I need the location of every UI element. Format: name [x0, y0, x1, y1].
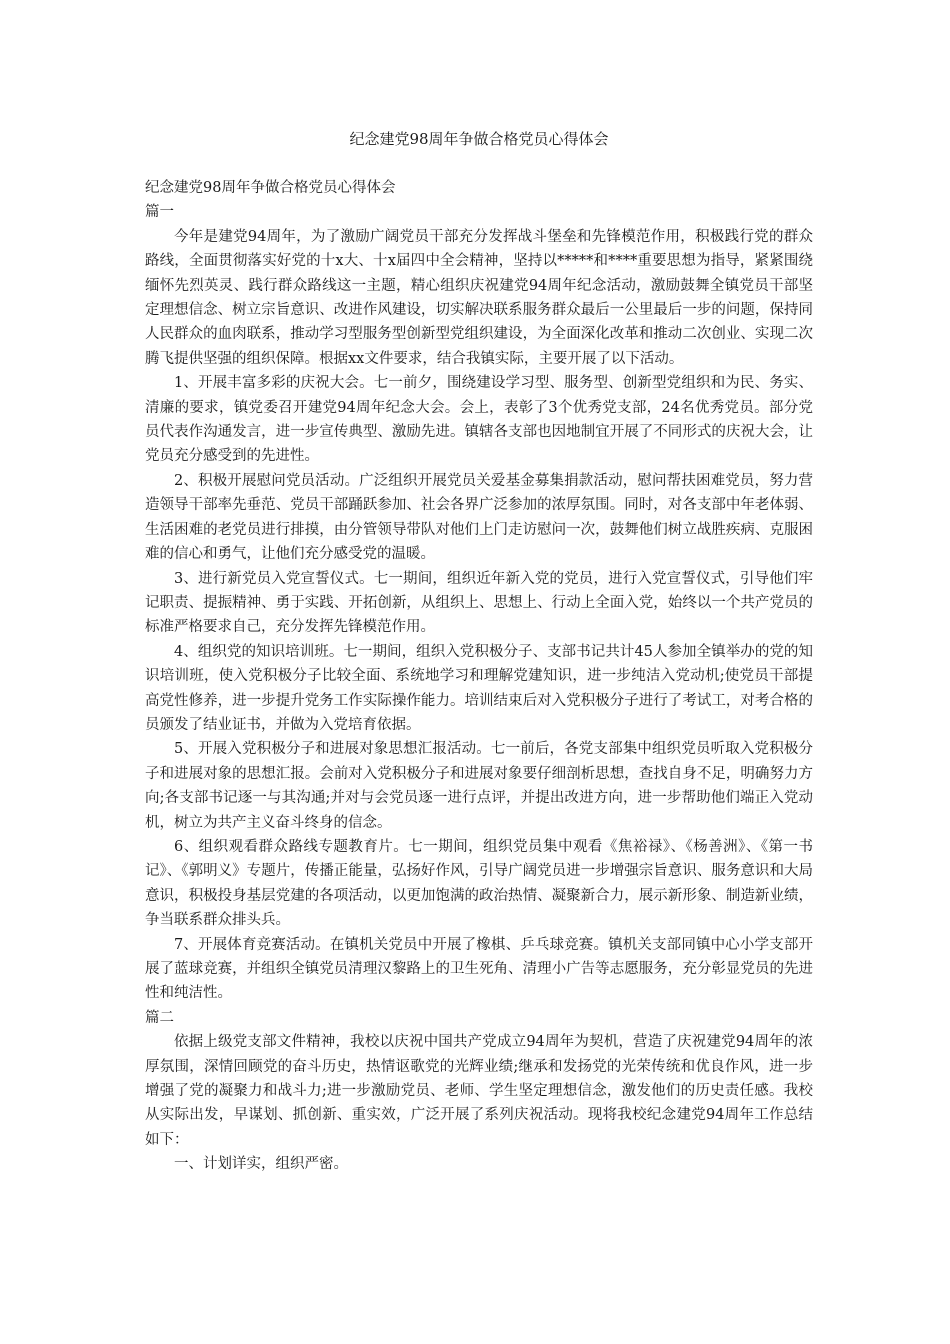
paragraph-intro: 今年是建党94周年，为了激励广阔党员干部充分发挥战斗堡垒和先锋模范作用，积极践行党的群众路线，全面贯彻落实好党的十x大、十x届四中全会精神，坚持以*****和****重要思想为指导，紧紧围绕缅怀先烈英灵、践行群众路线这一主题，精心组织庆祝建党94周年纪念活动，激励鼓舞全镇党员干部坚定理想信念、树立宗旨意识、改进作风建设，切实解决联系服务群众最后一公里最后一步的问题，保持同人民群众的血肉联系，推动学习型服务型创新型党组织建设，为全面深化改革和推动二次创业、实现二次腾飞提供坚强的组织保障。根据xx文件要求，结合我镇实际，主要开展了以下活动。 [145, 228, 813, 367]
paragraph-section2-intro: 依据上级党支部文件精神，我校以庆祝中国共产党成立94周年为契机，营造了庆祝建党94周年的浓厚氛围，深情回顾党的奋斗历史，热情讴歌党的光辉业绩;继承和发扬党的光荣传统和优良作风，进一步增强了党的凝聚力和战斗力;进一步激励党员、老师、学生坚定理想信念，激发他们的历史责任感。我校从实际出发，早谋划、抓创新、重实效，广泛开展了系列庆祝活动。现将我校纪念建党94周年工作总结如下： [145, 1034, 813, 1148]
paragraph-item-6: 6、组织观看群众路线专题教育片。七一期间，组织党员集中观看《焦裕禄》、《杨善洲》、《第一书记》、《郭明义》专题片，传播正能量，弘扬好作风，引导广阔党员进一步增强宗旨意识、服务意识和大局意识，积极投身基层党建的各项活动，以更加饱满的政治热情、凝聚新合力，展示新形象、制造新业绩，争当联系群众排头兵。 [145, 838, 813, 929]
paragraph-item-4: 4、组织党的知识培训班。七一期间，组织入党积极分子、支部书记共计45人参加全镇举办的党的知识培训班，使入党积极分子比较全面、系统地学习和理解党建知识，进一步纯洁入党动机;使党员干部提高党性修养，进一步提升党务工作实际操作能力。培训结束后对入党积极分子进行了考试工，对考合格的员颁发了结业证书，并做为入党培育依据。 [145, 643, 813, 733]
document-body [145, 176, 813, 1177]
paragraph-item-1: 1、开展丰富多彩的庆祝大会。七一前夕，围绕建设学习型、服务型、创新型党组织和为民、务实、清廉的要求，镇党委召开建党94周年纪念大会。会上，表彰了3个优秀党支部，24名优秀党员。部分党员代表作沟通发言，进一步宣传典型、激励先进。镇辖各支部也因地制宜开展了不同形式的庆祝大会，让党员充分感受到的先进性。 [145, 375, 813, 465]
document-subtitle: 纪念建党98周年争做合格党员心得体会 [145, 180, 396, 196]
paragraph-item-5: 5、开展入党积极分子和进展对象思想汇报活动。七一前后，各党支部集中组织党员听取入党积极分子和进展对象的思想汇报。会前对入党积极分子和进展对象要仔细剖析思想，查找自身不足，明确努力方向;各支部书记逐一与其沟通;并对与会党员逐一进行点评，并提出改进方向，进一步帮助他们端正入党动机，树立为共产主义奋斗终身的信念。 [145, 741, 813, 831]
section-heading-1: 篇一 [145, 204, 174, 221]
paragraph-item-7: 7、开展体育竞赛活动。在镇机关党员中开展了橡棋、乒乓球竞赛。镇机关支部同镇中心小学支部开展了蓝球竞赛，并组织全镇党员清理汉黎路上的卫生死角、清理小广告等志愿服务，充分彰显党员的先进性和纯洁性。 [145, 936, 813, 1002]
section-heading-2: 篇二 [145, 1009, 174, 1026]
document-title: 纪念建党98周年争做合格党员心得体会 [349, 130, 609, 148]
paragraph-item-2: 2、积极开展慰问党员活动。广泛组织开展党员关爱基金募集捐款活动，慰问帮扶困难党员，努力营造领导干部率先垂范、党员干部踊跃参加、社会各界广泛参加的浓厚氛围。同时，对各支部中年老体弱、生活困难的老党员进行排摸，由分管领导带队对他们上门走访慰问一次，鼓舞他们树立战胜疾病、克服困难的信心和勇气，让他们充分感受党的温暖。 [145, 472, 813, 563]
paragraph-section2-point-1: 一、计划详实，组织严密。 [174, 1156, 348, 1173]
paragraph-item-3: 3、进行新党员入党宣誓仪式。七一期间，组织近年新入党的党员，进行入党宣誓仪式，引导他们牢记职责、提振精神、勇于实践、开拓创新，从组织上、思想上、行动上全面入党，始终以一个共产党员的标准严格要求自己，充分发挥先锋模范作用。 [145, 570, 813, 636]
